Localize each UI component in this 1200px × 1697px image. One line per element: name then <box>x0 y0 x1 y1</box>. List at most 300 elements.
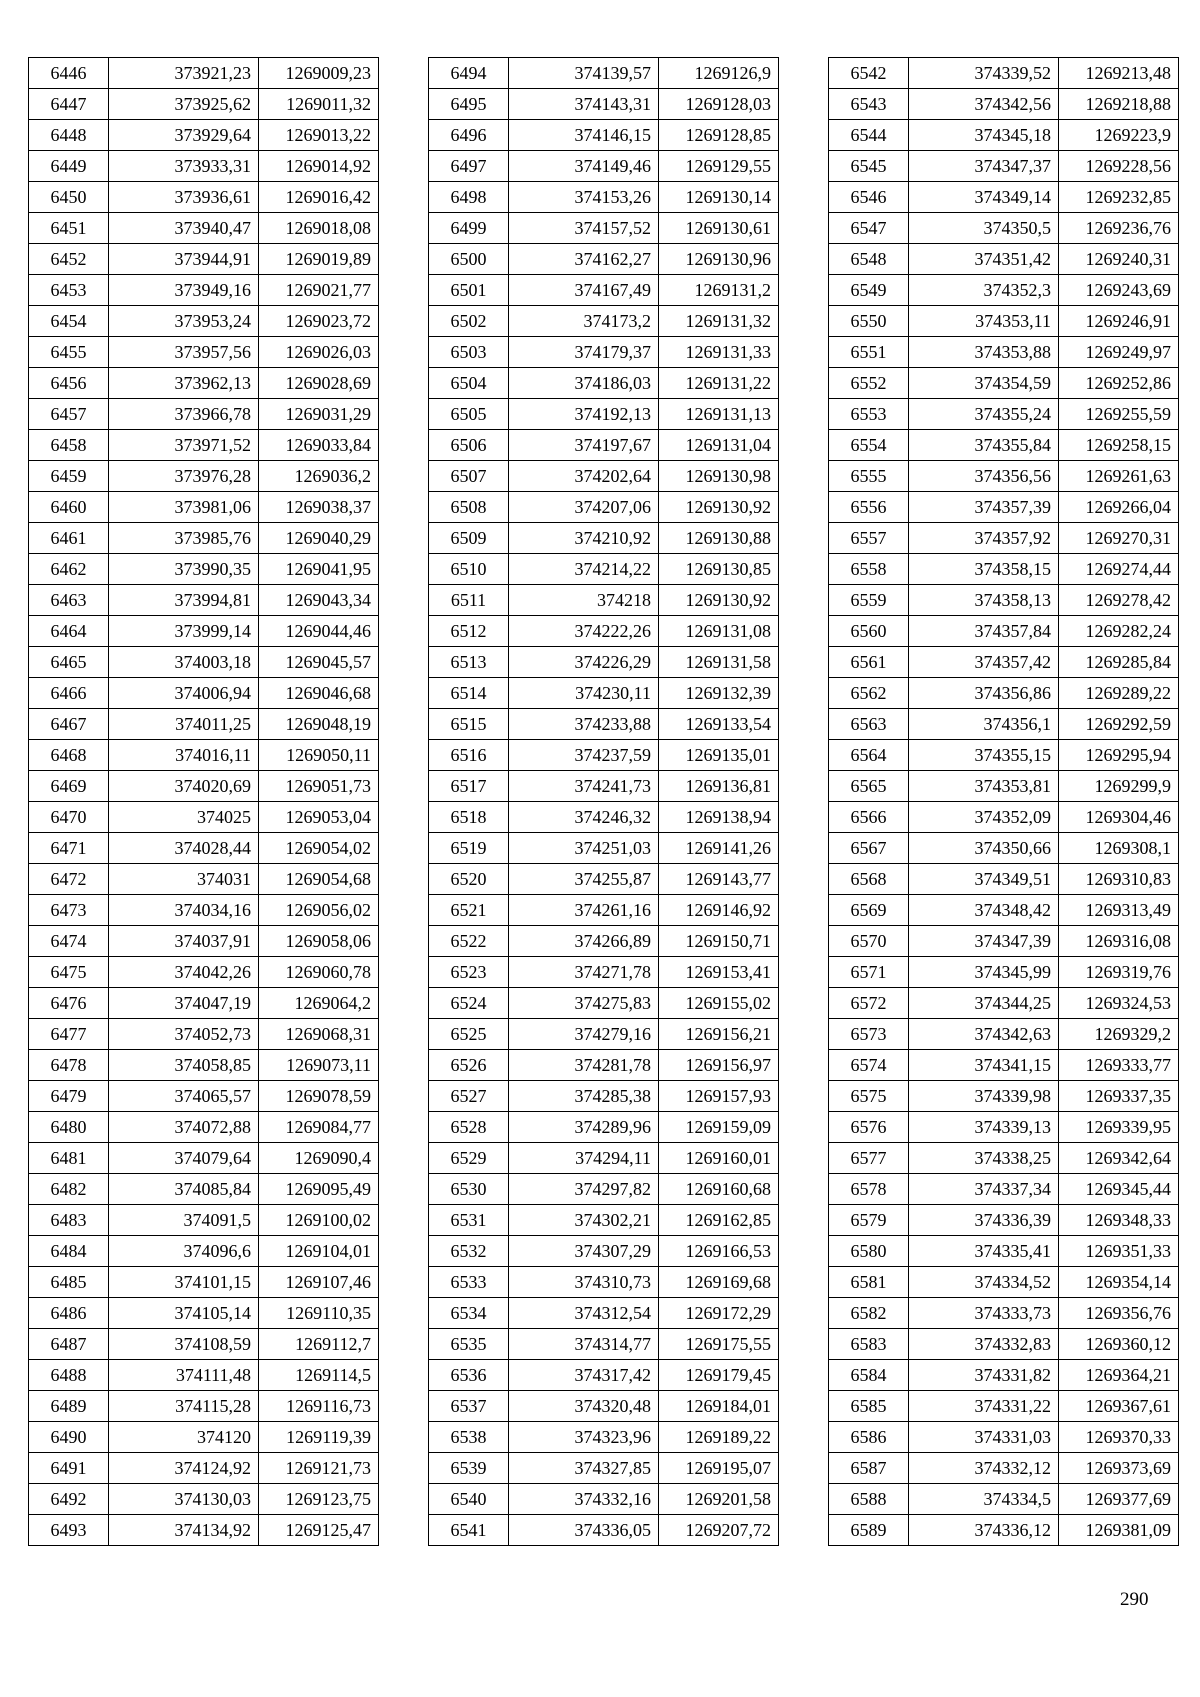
x-coordinate-cell: 374134,92 <box>109 1515 259 1546</box>
table-row <box>829 1391 1179 1422</box>
y-coordinate-cell: 1269130,85 <box>659 554 779 585</box>
point-number-cell: 6485 <box>29 1267 109 1298</box>
point-number-cell: 6523 <box>429 957 509 988</box>
table-row <box>829 523 1179 554</box>
y-coordinate-cell: 1269249,97 <box>1059 337 1179 368</box>
table-row <box>429 461 779 492</box>
x-coordinate-cell: 374339,98 <box>909 1081 1059 1112</box>
table-row <box>829 1174 1179 1205</box>
table-row <box>829 1515 1179 1546</box>
point-number-cell: 6447 <box>29 89 109 120</box>
y-coordinate-cell: 1269119,39 <box>259 1422 379 1453</box>
table-row <box>29 1267 379 1298</box>
point-number-cell: 6484 <box>29 1236 109 1267</box>
y-coordinate-cell: 1269310,83 <box>1059 864 1179 895</box>
y-coordinate-cell: 1269169,68 <box>659 1267 779 1298</box>
point-number-cell: 6542 <box>829 58 909 89</box>
y-coordinate-cell: 1269348,33 <box>1059 1205 1179 1236</box>
point-number-cell: 6514 <box>429 678 509 709</box>
y-coordinate-cell: 1269319,76 <box>1059 957 1179 988</box>
table-row <box>829 275 1179 306</box>
x-coordinate-cell: 374342,63 <box>909 1019 1059 1050</box>
table-row <box>829 802 1179 833</box>
y-coordinate-cell: 1269125,47 <box>259 1515 379 1546</box>
x-coordinate-cell: 374356,56 <box>909 461 1059 492</box>
y-coordinate-cell: 1269028,69 <box>259 368 379 399</box>
point-number-cell: 6462 <box>29 554 109 585</box>
y-coordinate-cell: 1269370,33 <box>1059 1422 1179 1453</box>
table-row <box>829 368 1179 399</box>
x-coordinate-cell: 374351,42 <box>909 244 1059 275</box>
table-row <box>29 1360 379 1391</box>
y-coordinate-cell: 1269123,75 <box>259 1484 379 1515</box>
point-number-cell: 6526 <box>429 1050 509 1081</box>
point-number-cell: 6579 <box>829 1205 909 1236</box>
y-coordinate-cell: 1269324,53 <box>1059 988 1179 1019</box>
point-number-cell: 6451 <box>29 213 109 244</box>
point-number-cell: 6503 <box>429 337 509 368</box>
table-row <box>29 1143 379 1174</box>
y-coordinate-cell: 1269130,92 <box>659 492 779 523</box>
point-number-cell: 6552 <box>829 368 909 399</box>
point-number-cell: 6472 <box>29 864 109 895</box>
y-coordinate-cell: 1269046,68 <box>259 678 379 709</box>
x-coordinate-cell: 374323,96 <box>509 1422 659 1453</box>
table-row <box>29 275 379 306</box>
y-coordinate-cell: 1269023,72 <box>259 306 379 337</box>
point-number-cell: 6512 <box>429 616 509 647</box>
y-coordinate-cell: 1269026,03 <box>259 337 379 368</box>
y-coordinate-cell: 1269130,92 <box>659 585 779 616</box>
table-row <box>429 120 779 151</box>
x-coordinate-cell: 374345,99 <box>909 957 1059 988</box>
y-coordinate-cell: 1269131,04 <box>659 430 779 461</box>
point-number-cell: 6513 <box>429 647 509 678</box>
table-row <box>29 368 379 399</box>
table-row <box>29 430 379 461</box>
x-coordinate-cell: 373990,35 <box>109 554 259 585</box>
table-row <box>429 554 779 585</box>
point-number-cell: 6455 <box>29 337 109 368</box>
table-row <box>829 1050 1179 1081</box>
table-row <box>429 275 779 306</box>
point-number-cell: 6493 <box>29 1515 109 1546</box>
point-number-cell: 6566 <box>829 802 909 833</box>
point-number-cell: 6553 <box>829 399 909 430</box>
y-coordinate-cell: 1269156,97 <box>659 1050 779 1081</box>
x-coordinate-cell: 374354,59 <box>909 368 1059 399</box>
table-row <box>429 492 779 523</box>
x-coordinate-cell: 373962,13 <box>109 368 259 399</box>
table-row <box>29 1484 379 1515</box>
table-row <box>429 678 779 709</box>
y-coordinate-cell: 1269038,37 <box>259 492 379 523</box>
point-number-cell: 6535 <box>429 1329 509 1360</box>
point-number-cell: 6517 <box>429 771 509 802</box>
table-row <box>829 554 1179 585</box>
table-row <box>29 740 379 771</box>
x-coordinate-cell: 374058,85 <box>109 1050 259 1081</box>
table-row <box>429 1019 779 1050</box>
table-row <box>429 1081 779 1112</box>
table-row <box>429 895 779 926</box>
point-number-cell: 6561 <box>829 647 909 678</box>
table-row <box>29 709 379 740</box>
table-row <box>29 1081 379 1112</box>
y-coordinate-cell: 1269056,02 <box>259 895 379 926</box>
y-coordinate-cell: 1269381,09 <box>1059 1515 1179 1546</box>
y-coordinate-cell: 1269155,02 <box>659 988 779 1019</box>
y-coordinate-cell: 1269218,88 <box>1059 89 1179 120</box>
table-row <box>829 957 1179 988</box>
table-row <box>29 492 379 523</box>
y-coordinate-cell: 1269354,14 <box>1059 1267 1179 1298</box>
point-number-cell: 6558 <box>829 554 909 585</box>
table-row <box>829 399 1179 430</box>
table-row <box>429 151 779 182</box>
table-row <box>29 1205 379 1236</box>
coordinate-table-1 <box>28 57 379 1546</box>
x-coordinate-cell: 374237,59 <box>509 740 659 771</box>
point-number-cell: 6577 <box>829 1143 909 1174</box>
y-coordinate-cell: 1269138,94 <box>659 802 779 833</box>
table-row <box>429 1422 779 1453</box>
x-coordinate-cell: 374312,54 <box>509 1298 659 1329</box>
y-coordinate-cell: 1269333,77 <box>1059 1050 1179 1081</box>
table-row <box>429 337 779 368</box>
x-coordinate-cell: 374336,05 <box>509 1515 659 1546</box>
point-number-cell: 6477 <box>29 1019 109 1050</box>
y-coordinate-cell: 1269232,85 <box>1059 182 1179 213</box>
table-row <box>829 1298 1179 1329</box>
y-coordinate-cell: 1269036,2 <box>259 461 379 492</box>
x-coordinate-cell: 374226,29 <box>509 647 659 678</box>
x-coordinate-cell: 374345,18 <box>909 120 1059 151</box>
x-coordinate-cell: 374358,15 <box>909 554 1059 585</box>
table-row <box>29 771 379 802</box>
point-number-cell: 6576 <box>829 1112 909 1143</box>
x-coordinate-cell: 374028,44 <box>109 833 259 864</box>
point-number-cell: 6515 <box>429 709 509 740</box>
point-number-cell: 6581 <box>829 1267 909 1298</box>
table-row <box>29 833 379 864</box>
y-coordinate-cell: 1269100,02 <box>259 1205 379 1236</box>
point-number-cell: 6486 <box>29 1298 109 1329</box>
table-row <box>429 430 779 461</box>
x-coordinate-cell: 374337,34 <box>909 1174 1059 1205</box>
table-row <box>429 740 779 771</box>
point-number-cell: 6587 <box>829 1453 909 1484</box>
table-row <box>29 585 379 616</box>
x-coordinate-cell: 374173,2 <box>509 306 659 337</box>
x-coordinate-cell: 373994,81 <box>109 585 259 616</box>
x-coordinate-cell: 374111,48 <box>109 1360 259 1391</box>
table-row <box>429 1174 779 1205</box>
point-number-cell: 6495 <box>429 89 509 120</box>
x-coordinate-cell: 374279,16 <box>509 1019 659 1050</box>
table-row <box>429 585 779 616</box>
point-number-cell: 6474 <box>29 926 109 957</box>
point-number-cell: 6496 <box>429 120 509 151</box>
y-coordinate-cell: 1269339,95 <box>1059 1112 1179 1143</box>
y-coordinate-cell: 1269068,31 <box>259 1019 379 1050</box>
x-coordinate-cell: 374333,73 <box>909 1298 1059 1329</box>
point-number-cell: 6580 <box>829 1236 909 1267</box>
point-number-cell: 6571 <box>829 957 909 988</box>
x-coordinate-cell: 374261,16 <box>509 895 659 926</box>
table-row <box>429 1484 779 1515</box>
y-coordinate-cell: 1269014,92 <box>259 151 379 182</box>
x-coordinate-cell: 374349,51 <box>909 864 1059 895</box>
x-coordinate-cell: 374327,85 <box>509 1453 659 1484</box>
table-row <box>829 1422 1179 1453</box>
table-row <box>429 523 779 554</box>
x-coordinate-cell: 374317,42 <box>509 1360 659 1391</box>
y-coordinate-cell: 1269201,58 <box>659 1484 779 1515</box>
y-coordinate-cell: 1269236,76 <box>1059 213 1179 244</box>
x-coordinate-cell: 374281,78 <box>509 1050 659 1081</box>
y-coordinate-cell: 1269351,33 <box>1059 1236 1179 1267</box>
x-coordinate-cell: 374353,11 <box>909 306 1059 337</box>
table-row <box>829 988 1179 1019</box>
x-coordinate-cell: 374310,73 <box>509 1267 659 1298</box>
point-number-cell: 6563 <box>829 709 909 740</box>
table-row <box>829 647 1179 678</box>
point-number-cell: 6504 <box>429 368 509 399</box>
point-number-cell: 6508 <box>429 492 509 523</box>
y-coordinate-cell: 1269114,5 <box>259 1360 379 1391</box>
point-number-cell: 6449 <box>29 151 109 182</box>
point-number-cell: 6446 <box>29 58 109 89</box>
point-number-cell: 6448 <box>29 120 109 151</box>
point-number-cell: 6574 <box>829 1050 909 1081</box>
y-coordinate-cell: 1269044,46 <box>259 616 379 647</box>
table-row <box>429 1360 779 1391</box>
x-coordinate-cell: 374355,15 <box>909 740 1059 771</box>
table-row <box>429 957 779 988</box>
y-coordinate-cell: 1269367,61 <box>1059 1391 1179 1422</box>
y-coordinate-cell: 1269054,02 <box>259 833 379 864</box>
table-row <box>29 1174 379 1205</box>
table-row <box>829 833 1179 864</box>
x-coordinate-cell: 373940,47 <box>109 213 259 244</box>
y-coordinate-cell: 1269130,98 <box>659 461 779 492</box>
point-number-cell: 6550 <box>829 306 909 337</box>
point-number-cell: 6480 <box>29 1112 109 1143</box>
table-row <box>829 182 1179 213</box>
y-coordinate-cell: 1269255,59 <box>1059 399 1179 430</box>
point-number-cell: 6467 <box>29 709 109 740</box>
table-row <box>829 492 1179 523</box>
point-number-cell: 6499 <box>429 213 509 244</box>
point-number-cell: 6471 <box>29 833 109 864</box>
y-coordinate-cell: 1269141,26 <box>659 833 779 864</box>
y-coordinate-cell: 1269043,34 <box>259 585 379 616</box>
x-coordinate-cell: 374332,16 <box>509 1484 659 1515</box>
x-coordinate-cell: 373944,91 <box>109 244 259 275</box>
point-number-cell: 6507 <box>429 461 509 492</box>
table-row <box>29 244 379 275</box>
x-coordinate-cell: 373933,31 <box>109 151 259 182</box>
page-number: 290 <box>1120 1589 1149 1610</box>
point-number-cell: 6450 <box>29 182 109 213</box>
table-row <box>29 1329 379 1360</box>
point-number-cell: 6554 <box>829 430 909 461</box>
x-coordinate-cell: 374356,86 <box>909 678 1059 709</box>
x-coordinate-cell: 374202,64 <box>509 461 659 492</box>
table-row <box>829 461 1179 492</box>
point-number-cell: 6478 <box>29 1050 109 1081</box>
point-number-cell: 6585 <box>829 1391 909 1422</box>
table-row <box>829 771 1179 802</box>
x-coordinate-cell: 374339,52 <box>909 58 1059 89</box>
x-coordinate-cell: 374179,37 <box>509 337 659 368</box>
point-number-cell: 6457 <box>29 399 109 430</box>
y-coordinate-cell: 1269131,33 <box>659 337 779 368</box>
table-row <box>429 1112 779 1143</box>
x-coordinate-cell: 373936,61 <box>109 182 259 213</box>
x-coordinate-cell: 374338,25 <box>909 1143 1059 1174</box>
table-row <box>429 306 779 337</box>
x-coordinate-cell: 374348,42 <box>909 895 1059 926</box>
y-coordinate-cell: 1269175,55 <box>659 1329 779 1360</box>
y-coordinate-cell: 1269266,04 <box>1059 492 1179 523</box>
point-number-cell: 6534 <box>429 1298 509 1329</box>
y-coordinate-cell: 1269073,11 <box>259 1050 379 1081</box>
point-number-cell: 6501 <box>429 275 509 306</box>
y-coordinate-cell: 1269274,44 <box>1059 554 1179 585</box>
y-coordinate-cell: 1269041,95 <box>259 554 379 585</box>
point-number-cell: 6521 <box>429 895 509 926</box>
point-number-cell: 6529 <box>429 1143 509 1174</box>
point-number-cell: 6479 <box>29 1081 109 1112</box>
x-coordinate-cell: 374042,26 <box>109 957 259 988</box>
table-row <box>29 461 379 492</box>
x-coordinate-cell: 373949,16 <box>109 275 259 306</box>
point-number-cell: 6488 <box>29 1360 109 1391</box>
table-row <box>829 337 1179 368</box>
y-coordinate-cell: 1269345,44 <box>1059 1174 1179 1205</box>
x-coordinate-cell: 374186,03 <box>509 368 659 399</box>
point-number-cell: 6532 <box>429 1236 509 1267</box>
y-coordinate-cell: 1269090,4 <box>259 1143 379 1174</box>
table-row <box>29 1236 379 1267</box>
point-number-cell: 6470 <box>29 802 109 833</box>
x-coordinate-cell: 374047,19 <box>109 988 259 1019</box>
point-number-cell: 6506 <box>429 430 509 461</box>
y-coordinate-cell: 1269282,24 <box>1059 616 1179 647</box>
coordinate-table-3 <box>828 57 1179 1546</box>
y-coordinate-cell: 1269031,29 <box>259 399 379 430</box>
table-row <box>429 1329 779 1360</box>
table-row <box>429 58 779 89</box>
x-coordinate-cell: 374115,28 <box>109 1391 259 1422</box>
x-coordinate-cell: 374101,15 <box>109 1267 259 1298</box>
point-number-cell: 6463 <box>29 585 109 616</box>
x-coordinate-cell: 374347,37 <box>909 151 1059 182</box>
y-coordinate-cell: 1269240,31 <box>1059 244 1179 275</box>
table-row <box>429 1298 779 1329</box>
table-row <box>429 1205 779 1236</box>
y-coordinate-cell: 1269258,15 <box>1059 430 1179 461</box>
point-number-cell: 6528 <box>429 1112 509 1143</box>
x-coordinate-cell: 374331,03 <box>909 1422 1059 1453</box>
x-coordinate-cell: 374207,06 <box>509 492 659 523</box>
y-coordinate-cell: 1269033,84 <box>259 430 379 461</box>
table-row <box>429 1143 779 1174</box>
y-coordinate-cell: 1269053,04 <box>259 802 379 833</box>
y-coordinate-cell: 1269130,14 <box>659 182 779 213</box>
y-coordinate-cell: 1269130,61 <box>659 213 779 244</box>
point-number-cell: 6578 <box>829 1174 909 1205</box>
point-number-cell: 6572 <box>829 988 909 1019</box>
x-coordinate-cell: 374016,11 <box>109 740 259 771</box>
point-number-cell: 6522 <box>429 926 509 957</box>
y-coordinate-cell: 1269064,2 <box>259 988 379 1019</box>
point-number-cell: 6543 <box>829 89 909 120</box>
x-coordinate-cell: 374341,15 <box>909 1050 1059 1081</box>
table-row <box>429 368 779 399</box>
y-coordinate-cell: 1269121,73 <box>259 1453 379 1484</box>
table-row <box>829 709 1179 740</box>
table-row <box>829 1329 1179 1360</box>
point-number-cell: 6509 <box>429 523 509 554</box>
x-coordinate-cell: 374332,83 <box>909 1329 1059 1360</box>
table-row <box>29 988 379 1019</box>
table-row <box>829 151 1179 182</box>
y-coordinate-cell: 1269184,01 <box>659 1391 779 1422</box>
table-row <box>829 1081 1179 1112</box>
y-coordinate-cell: 1269011,32 <box>259 89 379 120</box>
x-coordinate-cell: 374130,03 <box>109 1484 259 1515</box>
y-coordinate-cell: 1269166,53 <box>659 1236 779 1267</box>
y-coordinate-cell: 1269110,35 <box>259 1298 379 1329</box>
y-coordinate-cell: 1269129,55 <box>659 151 779 182</box>
point-number-cell: 6458 <box>29 430 109 461</box>
point-number-cell: 6454 <box>29 306 109 337</box>
x-coordinate-cell: 373957,56 <box>109 337 259 368</box>
point-number-cell: 6546 <box>829 182 909 213</box>
point-number-cell: 6460 <box>29 492 109 523</box>
point-number-cell: 6565 <box>829 771 909 802</box>
table-row <box>429 926 779 957</box>
x-coordinate-cell: 374241,73 <box>509 771 659 802</box>
y-coordinate-cell: 1269246,91 <box>1059 306 1179 337</box>
y-coordinate-cell: 1269172,29 <box>659 1298 779 1329</box>
table-row <box>429 1267 779 1298</box>
y-coordinate-cell: 1269252,86 <box>1059 368 1179 399</box>
point-number-cell: 6575 <box>829 1081 909 1112</box>
x-coordinate-cell: 374355,84 <box>909 430 1059 461</box>
point-number-cell: 6482 <box>29 1174 109 1205</box>
point-number-cell: 6555 <box>829 461 909 492</box>
x-coordinate-cell: 374357,39 <box>909 492 1059 523</box>
y-coordinate-cell: 1269133,54 <box>659 709 779 740</box>
y-coordinate-cell: 1269162,85 <box>659 1205 779 1236</box>
point-number-cell: 6582 <box>829 1298 909 1329</box>
table-row <box>29 337 379 368</box>
y-coordinate-cell: 1269285,84 <box>1059 647 1179 678</box>
x-coordinate-cell: 374139,57 <box>509 58 659 89</box>
x-coordinate-cell: 374120 <box>109 1422 259 1453</box>
y-coordinate-cell: 1269179,45 <box>659 1360 779 1391</box>
table-row <box>829 678 1179 709</box>
point-number-cell: 6476 <box>29 988 109 1019</box>
x-coordinate-cell: 374352,09 <box>909 802 1059 833</box>
y-coordinate-cell: 1269112,7 <box>259 1329 379 1360</box>
point-number-cell: 6586 <box>829 1422 909 1453</box>
x-coordinate-cell: 374031 <box>109 864 259 895</box>
